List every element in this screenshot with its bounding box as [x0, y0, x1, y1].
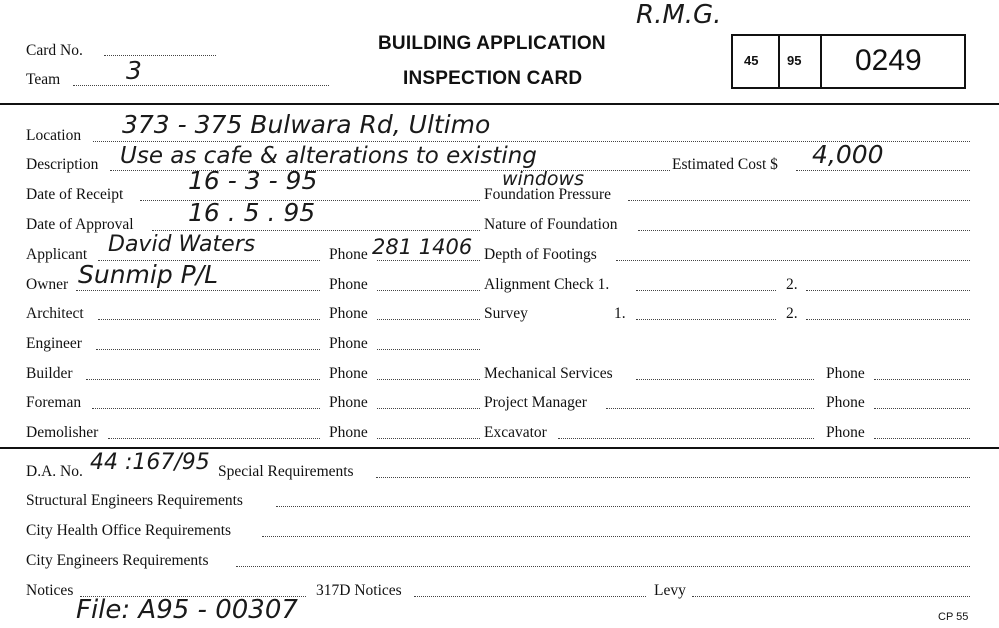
- levy-line: [692, 596, 970, 597]
- description-label: Description: [26, 156, 99, 173]
- owner-phone-label: Phone: [329, 276, 368, 293]
- card-no-line: [104, 55, 216, 56]
- mechanical-services-label: Mechanical Services: [484, 365, 613, 382]
- description-value: Use as cafe & alterations to existing: [120, 143, 537, 169]
- foundation-pressure-line: [628, 200, 970, 201]
- nature-foundation-label: Nature of Foundation: [484, 216, 618, 233]
- architect-phone-line: [377, 319, 480, 320]
- demolisher-phone-label: Phone: [329, 424, 368, 441]
- requirements-rule: [0, 447, 999, 449]
- city-engineers-requirements-line: [236, 566, 970, 567]
- estimated-cost-line: [796, 170, 970, 171]
- ref-part2: 95: [787, 53, 802, 68]
- builder-label: Builder: [26, 365, 73, 382]
- date-approval-label: Date of Approval: [26, 216, 134, 233]
- header-rule: [0, 103, 999, 105]
- special-requirements-line: [376, 477, 970, 478]
- engineer-label: Engineer: [26, 335, 82, 352]
- project-manager-phone-line: [874, 408, 970, 409]
- date-approval-value: 16 . 5 . 95: [188, 198, 316, 227]
- survey-1-label: 1.: [614, 305, 626, 322]
- date-approval-line: [152, 230, 480, 231]
- da-no-value: 44 :167/95: [90, 450, 210, 475]
- applicant-phone-label: Phone: [329, 246, 368, 263]
- alignment-check-2-label: 2.: [786, 276, 798, 293]
- da-no-label: D.A. No.: [26, 463, 83, 480]
- health-requirements-line: [262, 536, 970, 537]
- architect-phone-label: Phone: [329, 305, 368, 322]
- foreman-phone-line: [377, 408, 480, 409]
- ref-part1: 45: [744, 53, 759, 68]
- applicant-phone-line: [377, 260, 480, 261]
- excavator-line: [558, 438, 814, 439]
- builder-phone-label: Phone: [329, 365, 368, 382]
- survey-line-1: [636, 319, 776, 320]
- excavator-phone-label: Phone: [826, 424, 865, 441]
- excavator-phone-line: [874, 438, 970, 439]
- depth-footings-label: Depth of Footings: [484, 246, 597, 263]
- architect-line: [98, 319, 320, 320]
- foundation-pressure-label: Foundation Pressure: [484, 186, 612, 203]
- team-label: Team: [26, 71, 61, 88]
- mechanical-phone-label: Phone: [826, 365, 865, 382]
- team-line: [73, 85, 329, 86]
- applicant-label: Applicant: [26, 246, 88, 263]
- project-manager-line: [606, 408, 814, 409]
- foreman-label: Foreman: [26, 394, 82, 411]
- demolisher-phone-line: [377, 438, 480, 439]
- form-code: CP 55: [938, 611, 969, 623]
- structural-requirements-line: [276, 506, 970, 507]
- survey-label: Survey: [484, 305, 528, 322]
- builder-line: [86, 379, 320, 380]
- mechanical-phone-line: [874, 379, 970, 380]
- owner-phone-line: [377, 290, 480, 291]
- notices-317d-line: [414, 596, 646, 597]
- date-receipt-value: 16 - 3 - 95: [188, 166, 318, 195]
- survey-2-label: 2.: [786, 305, 798, 322]
- nature-foundation-line: [638, 230, 970, 231]
- demolisher-label: Demolisher: [26, 424, 99, 441]
- description-value-2: windows: [502, 168, 584, 190]
- survey-line-2: [806, 319, 970, 320]
- demolisher-line: [108, 438, 320, 439]
- card-no-label: Card No.: [26, 42, 83, 59]
- location-label: Location: [26, 127, 82, 144]
- depth-footings-line: [616, 260, 970, 261]
- engineer-line: [96, 349, 320, 350]
- notices-label: Notices: [26, 582, 74, 599]
- levy-label: Levy: [654, 582, 686, 599]
- project-manager-phone-label: Phone: [826, 394, 865, 411]
- owner-line: [76, 290, 320, 291]
- engineer-phone-label: Phone: [329, 335, 368, 352]
- owner-value: Sunmip P/L: [78, 260, 219, 289]
- architect-label: Architect: [26, 305, 84, 322]
- alignment-check-line-1: [636, 290, 776, 291]
- estimated-cost-label: Estimated Cost $: [672, 156, 778, 173]
- project-manager-label: Project Manager: [484, 394, 587, 411]
- owner-label: Owner: [26, 276, 69, 293]
- title-line1: BUILDING APPLICATION: [378, 33, 606, 54]
- city-engineers-requirements-label: City Engineers Requirements: [26, 552, 209, 569]
- title-line2: INSPECTION CARD: [403, 68, 583, 89]
- ref-number: 0249: [855, 44, 922, 77]
- engineer-phone-line: [377, 349, 480, 350]
- structural-requirements-label: Structural Engineers Requirements: [26, 492, 243, 509]
- team-value: 3: [126, 56, 142, 85]
- applicant-value: David Waters: [108, 232, 256, 257]
- date-receipt-label: Date of Receipt: [26, 186, 124, 203]
- excavator-label: Excavator: [484, 424, 547, 441]
- file-reference: File: A95 - 00307: [76, 595, 298, 625]
- reference-box: [731, 34, 966, 89]
- applicant-phone-value: 281 1406: [372, 235, 473, 259]
- mechanical-services-line: [636, 379, 814, 380]
- builder-phone-line: [377, 379, 480, 380]
- estimated-cost-value: 4,000: [812, 140, 884, 169]
- notices-317d-label: 317D Notices: [316, 582, 402, 599]
- alignment-check-label: Alignment Check 1.: [484, 276, 610, 293]
- ref-divider-1: [778, 34, 780, 89]
- health-requirements-label: City Health Office Requirements: [26, 522, 232, 539]
- foreman-line: [92, 408, 320, 409]
- foreman-phone-label: Phone: [329, 394, 368, 411]
- special-requirements-label: Special Requirements: [218, 463, 354, 480]
- ref-divider-2: [820, 34, 822, 89]
- alignment-check-line-2: [806, 290, 970, 291]
- location-value: 373 - 375 Bulwara Rd, Ultimo: [122, 110, 491, 139]
- initials: R.M.G.: [636, 0, 722, 30]
